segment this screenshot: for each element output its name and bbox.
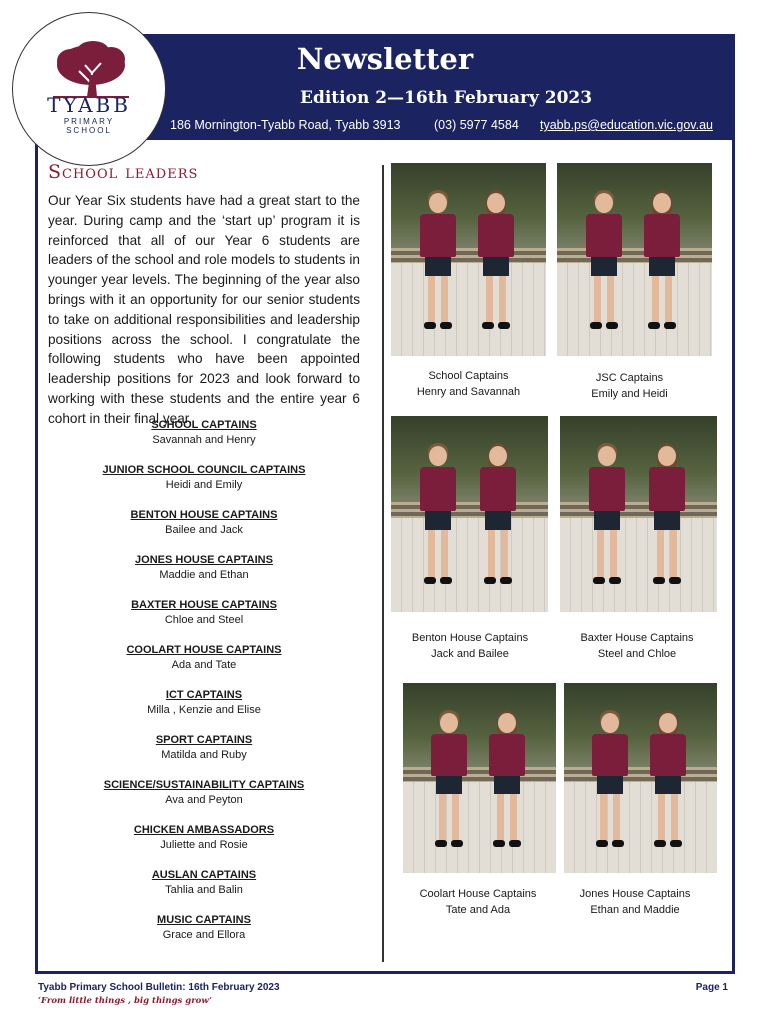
role-title: CHICKEN AMBASSADORS — [133, 824, 275, 836]
footer-motto: ‘From little things , big things grow’ — [38, 996, 212, 1006]
role-names: Savannah and Henry — [152, 434, 256, 446]
section-title: School leaders — [48, 161, 199, 183]
role-title: MUSIC CAPTAINS — [157, 914, 251, 926]
school-phone: (03) 5977 4584 — [434, 118, 519, 132]
photo-jones-captains — [564, 683, 717, 873]
role-entry — [48, 688, 360, 718]
student-figure — [429, 710, 469, 862]
role-names: Heidi and Emily — [165, 479, 243, 491]
logo-name: TYABB — [47, 93, 131, 117]
role-entry — [48, 868, 360, 898]
student-figure — [487, 710, 527, 862]
student-figure — [478, 443, 518, 600]
role-title: SCIENCE/SUSTAINABILITY CAPTAINS — [103, 779, 305, 791]
caption-names: Jack and Bailee — [431, 648, 509, 660]
photo-baxter-captains — [560, 416, 717, 612]
student-figure — [648, 710, 688, 862]
photo-benton-captains — [391, 416, 548, 612]
caption-title: Jones House Captains — [579, 888, 691, 900]
student-figure — [642, 190, 682, 344]
role-entry — [48, 778, 360, 808]
photo-coolart-captains — [403, 683, 556, 873]
photo-jsc-captains — [557, 163, 712, 356]
footer-bulletin: Tyabb Primary School Bulletin: 16th February 2023 — [38, 982, 280, 993]
caption-title: School Captains — [428, 370, 509, 382]
role-entry — [48, 733, 360, 763]
school-logo — [12, 12, 166, 166]
role-names: Tahlia and Balin — [165, 884, 243, 896]
role-title: ICT CAPTAINS — [165, 689, 243, 701]
leadership-roles-list — [48, 418, 360, 958]
newsletter-title: Newsletter — [296, 42, 474, 76]
caption-title: JSC Captains — [595, 372, 664, 384]
role-entry — [48, 598, 360, 628]
role-names: Ava and Peyton — [165, 794, 243, 806]
photo-caption — [390, 630, 550, 662]
role-entry — [48, 508, 360, 538]
caption-title: Coolart House Captains — [419, 888, 537, 900]
student-figure — [584, 190, 624, 344]
logo-subtitle: PRIMARY SCHOOL — [63, 117, 115, 135]
role-entry — [48, 823, 360, 853]
role-names: Grace and Ellora — [162, 929, 246, 941]
role-title: SPORT CAPTAINS — [155, 734, 253, 746]
caption-names: Henry and Savannah — [416, 386, 521, 398]
edition-line: Edition 2—16th February 2023 — [300, 88, 593, 108]
photo-school-captains — [391, 163, 546, 356]
caption-names: Steel and Chloe — [597, 648, 677, 660]
role-names: Chloe and Steel — [164, 614, 244, 626]
role-entry — [48, 463, 360, 493]
intro-paragraph: Our Year Six students have had a great start to the year. During camp and the ‘start up’ program it is reinforced that all of our Year 6 students are leaders of the school and role models to students in younger year levels. The beginning of the year also brings with it an opportunity for our senior students to take on additional responsibilities and leadership positions across the school. I congratulate the following students who have been appointed leadership positions for 2023 and look forward to working with these students and the entire year 6 cohort in their final year. — [48, 193, 360, 426]
role-title: SCHOOL CAPTAINS — [151, 419, 257, 431]
role-names: Matilda and Ruby — [161, 749, 247, 761]
student-figure — [590, 710, 630, 862]
photo-caption — [555, 886, 715, 918]
photo-caption — [552, 370, 707, 402]
role-entry — [48, 553, 360, 583]
photo-caption — [398, 886, 558, 918]
role-entry — [48, 418, 360, 448]
role-names: Ada and Tate — [171, 659, 237, 671]
student-figure — [418, 190, 458, 344]
role-names: Bailee and Jack — [165, 524, 243, 536]
role-entry — [48, 643, 360, 673]
role-title: BENTON HOUSE CAPTAINS — [130, 509, 278, 521]
caption-title: Benton House Captains — [411, 632, 529, 644]
page-number: Page 1 — [695, 982, 728, 993]
caption-names: Emily and Heidi — [591, 388, 668, 400]
role-entry — [48, 913, 360, 943]
caption-names: Ethan and Maddie — [590, 904, 680, 916]
role-title: BAXTER HOUSE CAPTAINS — [131, 599, 277, 611]
school-address: 186 Mornington-Tyabb Road, Tyabb 3913 — [170, 118, 401, 132]
student-figure — [647, 443, 687, 600]
tree-logo-icon — [13, 13, 165, 165]
caption-title: Baxter House Captains — [580, 632, 694, 644]
student-figure — [418, 443, 458, 600]
photo-caption — [557, 630, 717, 662]
photo-caption — [391, 368, 546, 400]
caption-names: Tate and Ada — [445, 904, 511, 916]
student-figure — [587, 443, 627, 600]
role-title: JUNIOR SCHOOL COUNCIL CAPTAINS — [102, 464, 306, 476]
role-title: JONES HOUSE CAPTAINS — [135, 554, 273, 566]
role-names: Maddie and Ethan — [159, 569, 249, 581]
role-title: AUSLAN CAPTAINS — [151, 869, 257, 881]
role-names: Milla , Kenzie and Elise — [147, 704, 261, 716]
role-title: COOLART HOUSE CAPTAINS — [126, 644, 282, 656]
column-divider — [382, 165, 384, 962]
role-names: Juliette and Rosie — [160, 839, 248, 851]
school-email-link[interactable]: tyabb.ps@education.vic.gov.au — [540, 118, 713, 132]
student-figure — [476, 190, 516, 344]
